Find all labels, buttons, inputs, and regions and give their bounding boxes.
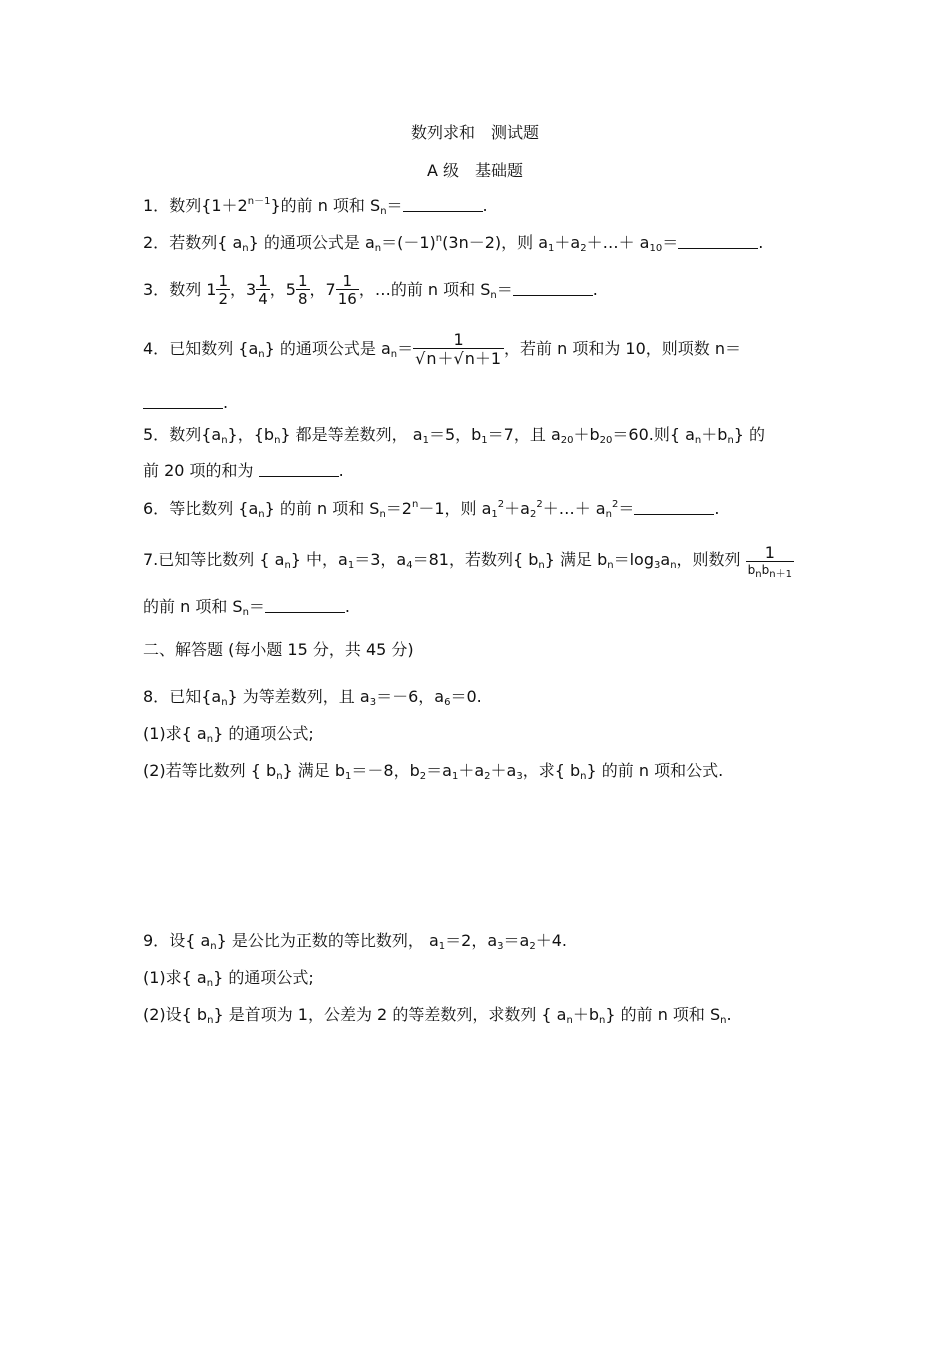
question-1: 1．数列$\{1+2^{n-1}\}$的前 n 项和 $S_n=$ . bbox=[143, 196, 488, 217]
question-9-part-2: (2)设{ $b_n$} 是首项为 1，公差为 2 的等差数列，求数列 { $a_n+b_n$} 的前 n 项和 $S_n$. bbox=[143, 1005, 732, 1026]
question-9: 9．设{ $a_n$} 是公比为正数的等比数列， $a_1=2$，$a_3=a_2+4$. bbox=[143, 931, 567, 952]
fraction: $\frac{1}{2}$ bbox=[218, 272, 229, 308]
fraction: $\frac{1}{4}$ bbox=[258, 272, 268, 308]
question-9-part-1: (1)求{ $a_n$} 的通项公式; bbox=[143, 968, 314, 989]
answer-blank bbox=[265, 598, 345, 613]
answer-blank bbox=[143, 394, 223, 409]
question-3: 3．数列 1 $\frac{1}{2}$ ，3 $\frac{1}{4}$ ，5 $\frac{1}{8}$ ，7 $\frac{1}{16}$ ，…的前 n 项和 $S_n=$ . bbox=[143, 272, 598, 308]
answer-blank bbox=[259, 462, 339, 477]
answer-blank bbox=[634, 500, 714, 515]
answer-blank bbox=[513, 281, 593, 296]
fraction: $\frac{1}{8}$ bbox=[297, 272, 308, 308]
section-title-a: A 级 基础题 bbox=[426, 161, 524, 180]
question-8-part-2: (2)若等比数列 { $b_n$} 满足 $b_1=-8$，$b_2=a_1+a_2+a_3$，求{ $b_n$} 的前 n 项和公式. bbox=[143, 761, 724, 782]
question-6: 6．等比数列 $\{a_n\}$ 的前 n 项和 $S_n=2^n-1$，则 $a_1^2+a_2^2+\dots+ a_n^2=$ . bbox=[143, 499, 720, 520]
question-8: 8．已知$\{a_n\}$ 为等差数列，且 $a_3=-6$，$a_6=0$. bbox=[143, 687, 482, 708]
answer-blank bbox=[678, 234, 758, 249]
question-7: 7.已知等比数列 { $a_n$} 中，$a_1=3$，$a_4=81$，若数列{ $b_n$} 满足 $b_n=\log_3a_n$，则数列 $\frac{1}{b_nb_{n+1}}$ bbox=[143, 543, 792, 580]
fraction: $\frac{1}{√n+√n+1}$ bbox=[413, 332, 504, 367]
fraction: $\frac{1}{b_nb_{n+1}}$ bbox=[747, 543, 792, 580]
question-4-continued: . bbox=[143, 393, 228, 413]
sqrt-symbol: √ bbox=[453, 349, 464, 368]
question-5-continued: 前 20 项的和为 . bbox=[143, 461, 344, 480]
section-heading: 二、解答题 (每小题 15 分，共 45 分) bbox=[143, 640, 414, 659]
page-title: 数列求和 测试题 bbox=[410, 123, 539, 142]
question-8-part-1: (1)求{ $a_n$} 的通项公式; bbox=[143, 724, 314, 745]
question-4: 4．已知数列 $\{a_n\}$ 的通项公式是 $a_n=$ $\frac{1}{√n+√n+1}$ ，若前 n 项和为 10，则项数 n＝ bbox=[143, 330, 742, 368]
answer-blank bbox=[403, 197, 483, 212]
fraction: $\frac{1}{16}$ bbox=[337, 272, 357, 308]
question-5: 5．数列$\{a_n\}$，$\{b_n\}$ 都是等差数列， $a_1=5$，$b_1=7$，且 $a_{20}+b_{20}=60$.则{ $a_n+b_n$} 的 bbox=[143, 425, 766, 446]
question-2: 2．若数列{ $a_n$} 的通项公式是 $a_n=(-1)^n(3n-2)$，则 $a_1+a_2+\dots+ a_{10}=$ . bbox=[143, 233, 764, 254]
question-7-continued: 的前 n 项和 $S_n=$ . bbox=[143, 597, 351, 618]
sqrt-symbol: √ bbox=[415, 349, 426, 368]
